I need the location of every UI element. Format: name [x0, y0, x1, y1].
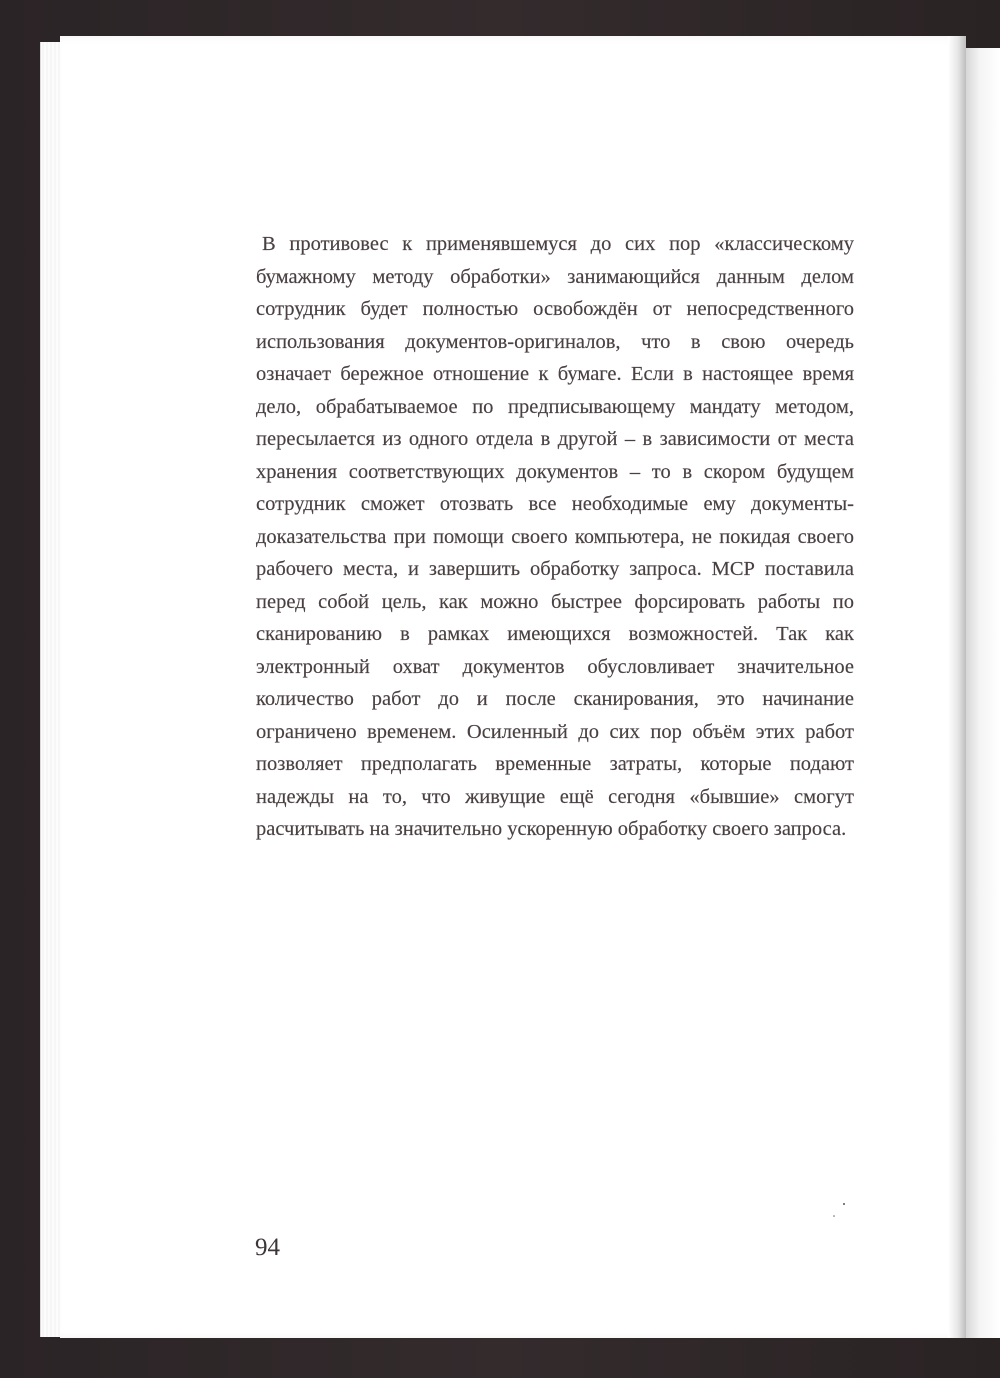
dust-specks	[830, 1200, 850, 1220]
page-number: 94	[255, 1234, 280, 1261]
body-paragraph: В противовес к применявшемуся до сих пор «классическому бумажному методу обработки» занимающийся данным делом сотрудник будет полностью освобождён от непосредственного использования документов-оригиналов, что в свою очередь означает бережное отношение к бумаге. Если в настоящее время дело, обрабатываемое по предписывающему мандату методом, пересылается из одного отдела в другой – в зависимости от места хранения соответствующих документов – то в скором будущем сотрудник сможет отозвать все необходимые ему документы-доказательства при помощи своего компьютера, не покидая своего рабочего места, и завершить обработку запроса. МСР поставила перед собой цель, как можно быстрее форсировать работы по сканированию в рамках имеющихся возможностей. Так как электронный охват документов обусловливает значительное количество работ до и после сканирования, это начинание ограничено временем. Осиленный до сих пор объём этих работ позволяет предполагать временные затраты, которые подают надежды на то, что живущие ещё сегодня «бывшие» смогут расчитывать на значительно ускоренную обработку своего запроса.	[256, 233, 854, 840]
next-page-strip	[966, 48, 1000, 1338]
book-gutter	[948, 36, 966, 1338]
